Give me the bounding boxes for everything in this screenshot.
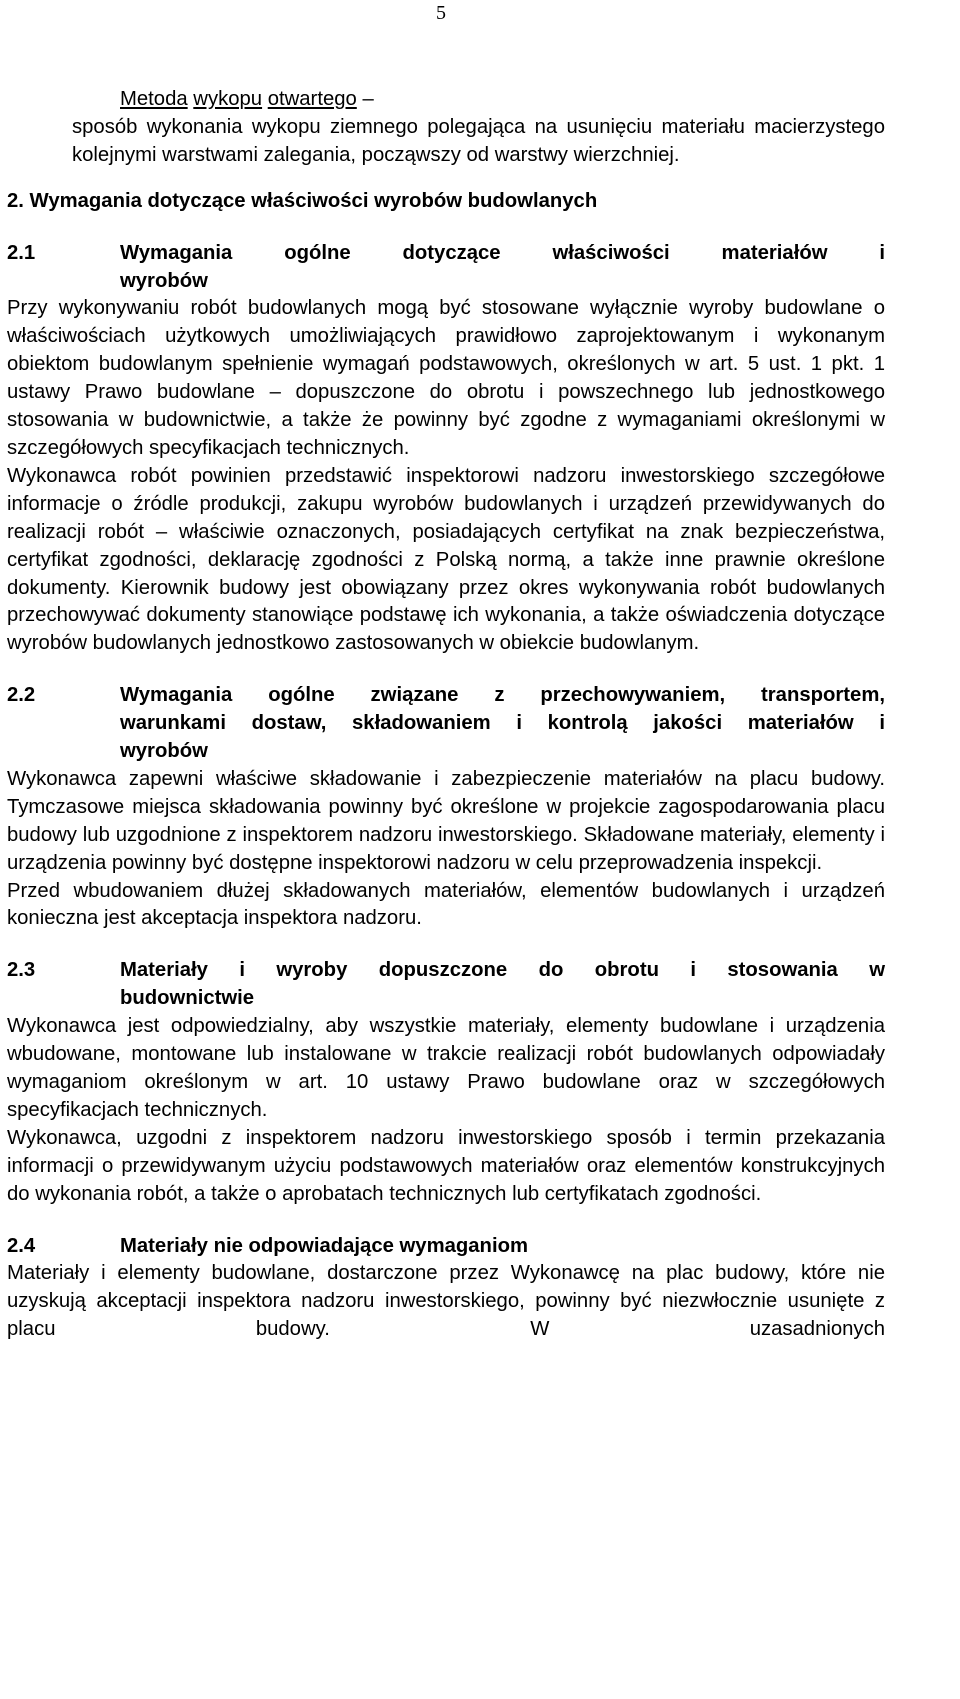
- paragraph: Wykonawca zapewni właściwe składowanie i zabezpieczenie materiałów na placu budowy. Tymczasowe miejsca składowania powinny być określone w projekcie zagospodarowania placu budowy lub uzgodnione z inspektorem nadzoru inwestorskiego. Składowane materiały, elementy i urządzenia powinny być dostępne inspektorowi nadzoru w celu przeprowadzenia inspekcji.: [7, 767, 885, 874]
- paragraph: Wykonawca, uzgodni z inspektorem nadzoru inwestorskiego sposób i termin przekazania informacji o przewidywanym użyciu podstawowych materiałów oraz elementów konstrukcyjnych do wykonania robót, a także o aprobatach technicznych lub certyfikatach zgodności.: [7, 1126, 885, 1205]
- definition-term-word: otwartego: [267, 88, 357, 110]
- paragraph: Materiały i elementy budowlane, dostarczone przez Wykonawcę na plac budowy, które nie uzyskują akceptacji inspektora nadzoru inwestorskiego, powinny być niezwłocznie usunięte z placu budowy. W uzasadnionych: [7, 1262, 885, 1341]
- page-number: 5: [436, 2, 446, 24]
- definition-text: sposób wykonania wykopu ziemnego polegająca na usunięciu materiału macierzystego kolejnymi warstwami zalegania, począwszy od warstwy wierzchniej.: [72, 115, 885, 166]
- section-number: 2.2: [7, 684, 36, 707]
- section-number: 2.1: [7, 241, 36, 264]
- section-title: Materiały i wyroby dopuszczone do obrotu i stosowania w: [120, 959, 885, 982]
- section-title-continuation: wyrobów: [120, 740, 208, 763]
- section-title: Wymagania ogólne dotyczące właściwości materiałów i: [120, 241, 885, 264]
- section-heading-2-4: [7, 1233, 885, 1261]
- definition-term: [7, 86, 885, 114]
- section-title-continuation: budownictwie: [120, 987, 255, 1010]
- section-title-continuation: wyrobów: [120, 269, 208, 292]
- document-body: [7, 86, 885, 1344]
- section-heading-2-1: [7, 240, 885, 268]
- section-heading-2-2: [7, 682, 885, 710]
- definition-term-word: Metoda: [120, 88, 188, 110]
- main-heading: 2. Wymagania dotyczące właściwości wyrobów budowlanych: [7, 189, 598, 212]
- section-number: 2.3: [7, 959, 36, 982]
- paragraph: Wykonawca jest odpowiedzialny, aby wszystkie materiały, elementy budowlane i urządzenia wbudowane, montowane lub instalowane w trakcie realizacji robót budowlanych odpowiadały wymaganiom określonym w art. 10 ustawy Prawo budowlane oraz w szczegółowych specyfikacjach technicznych.: [7, 1015, 885, 1121]
- definition-dash: –: [362, 88, 374, 110]
- definition-term-word: wykopu: [193, 88, 263, 110]
- paragraph: Wykonawca robót powinien przedstawić inspektorowi nadzoru inwestorskiego szczegółowe informacje o źródle produkcji, zakupu wyrobów budowlanych i urządzeń przewidywanych do realizacji robót – właściwie oznaczonych, posiadających certyfikat na znak bezpieczeństwa, certyfikat zgodności, deklarację zgodności z Polską normą, a także inne prawnie określone dokumenty. Kierownik budowy jest obowiązany przez okres wykonywania robót budowlanych przechowywać dokumenty stanowiące podstawę ich wykonania, a także oświadczenia dotyczące wyrobów budowlanych jednostkowo zastosowanych w obiekcie budowlanym.: [7, 464, 885, 655]
- paragraph: Przed wbudowaniem dłużej składowanych materiałów, elementów budowlanych i urządzeń konieczna jest akceptacja inspektora nadzoru.: [7, 879, 885, 930]
- section-title-continuation: warunkami dostaw, składowaniem i kontrolą jakości materiałów i: [120, 712, 885, 735]
- paragraph: Przy wykonywaniu robót budowlanych mogą być stosowane wyłącznie wyroby budowlane o właściwościach użytkowych umożliwiających prawidłowo zaprojektowanym i wykonanym obiektom budowlanym spełnienie wymagań podstawowych, określonych w art. 5 ust. 1 pkt. 1 ustawy Prawo budowlane – dopuszczone do obrotu i powszechnego lub jednostkowego stosowania w budownictwie, a także że powinny być zgodne z wymaganiami określonymi w szczegółowych specyfikacjach technicznych.: [7, 297, 885, 459]
- section-title: Wymagania ogólne związane z przechowywaniem, transportem,: [120, 684, 885, 707]
- section-heading-2-3: [7, 957, 885, 985]
- section-title: Materiały nie odpowiadające wymaganiom: [120, 1234, 529, 1257]
- section-number: 2.4: [7, 1234, 36, 1257]
